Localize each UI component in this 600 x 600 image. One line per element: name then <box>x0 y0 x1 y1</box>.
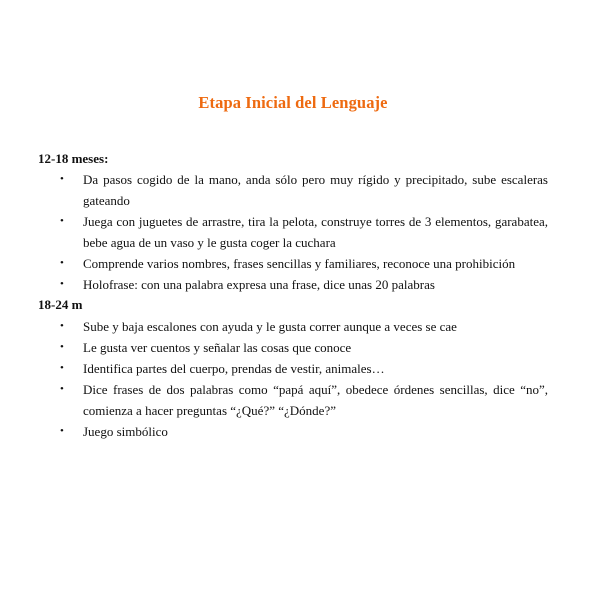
list-item: • Da pasos cogido de la mano, anda sólo pero muy rígido y precipitado, sube escaleras gateando <box>0 169 548 211</box>
bullet-icon: • <box>60 278 64 290</box>
bullet-icon: • <box>60 320 64 332</box>
list-18-24 <box>0 316 600 442</box>
bullet-icon: • <box>60 341 64 353</box>
section-heading-12-18: 12-18 meses: <box>38 151 109 166</box>
list-item: • Identifica partes del cuerpo, prendas de vestir, animales… <box>0 358 548 379</box>
list-item: • Juego simbólico <box>0 421 548 442</box>
bullet-icon: • <box>60 425 64 437</box>
section-heading-18-24: 18-24 m <box>38 297 83 312</box>
list-12-18 <box>0 169 600 295</box>
list-item: • Dice frases de dos palabras como “papá aquí”, obedece órdenes sencillas, dice “no”, comienza a hacer preguntas “¿Qué?” “¿Dónde?” <box>0 379 548 421</box>
list-item: • Comprende varios nombres, frases sencillas y familiares, reconoce una prohibición <box>0 253 548 274</box>
list-item: • Juega con juguetes de arrastre, tira la pelota, construye torres de 3 elementos, garabatea, bebe agua de un vaso y le gusta coger la cuchara <box>0 211 548 253</box>
list-item: • Le gusta ver cuentos y señalar las cosas que conoce <box>0 337 548 358</box>
list-item: • Holofrase: con una palabra expresa una frase, dice unas 20 palabras <box>0 274 548 295</box>
bullet-icon: • <box>60 362 64 374</box>
bullet-icon: • <box>60 383 64 395</box>
list-item: • Sube y baja escalones con ayuda y le gusta correr aunque a veces se cae <box>0 316 548 337</box>
document-title: Etapa Inicial del Lenguaje <box>198 93 388 112</box>
bullet-icon: • <box>60 173 64 185</box>
bullet-icon: • <box>60 215 64 227</box>
bullet-icon: • <box>60 257 64 269</box>
